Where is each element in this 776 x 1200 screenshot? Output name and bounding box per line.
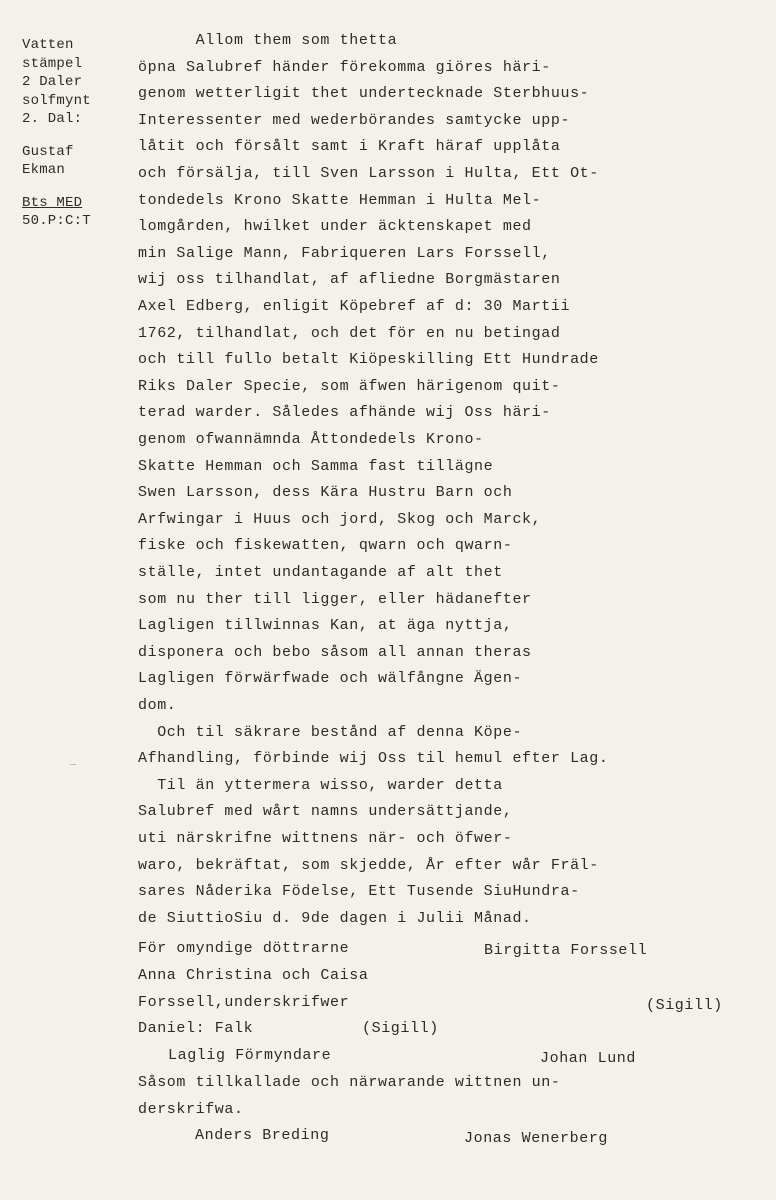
body-line: Salubref med wårt namns undersättjande, [138,803,513,821]
body-line: Til än yttermera wisso, warder detta [138,776,503,794]
body-line: Och til säkrare bestånd af denna Köpe- [138,723,523,741]
body-line: Skatte Hemman och Samma fast tillägne [138,457,494,475]
witness-signature: Jonas Wenerberg [464,1130,609,1147]
margin-stamp-line: solfmynt [22,92,91,109]
body-line: Arfwingar i Huus och jord, Skog och Marck, [138,510,542,528]
witness-intro-line: derskrifwa. [138,1101,244,1118]
body-line: tondedels Krono Skatte Hemman i Hulta Mel- [138,191,542,209]
margin-stamp-line: Vatten [22,37,74,53]
witness-signature: Anders Breding [195,1127,330,1144]
margin-stamp-line: 2 Daler [22,74,83,90]
body-line: ställe, intet undantagande af alt thet [138,564,503,581]
margin-ref-line: Bts MED [22,194,83,211]
body-line: 1762, tilhandlat, och det för en nu betingad [138,324,561,342]
body-line: Allom them som thetta [138,32,398,49]
guardian-name: Daniel: Falk [138,1020,254,1037]
margin-stamp-line: stämpel [22,55,83,72]
seal-mark-left: (Sigill) [362,1020,439,1037]
seal-mark-right: (Sigill) [646,997,723,1014]
body-line: Riks Daler Specie, som äfwen härigenom quit- [138,377,561,395]
body-line: Axel Edberg, enligit Köpebref af d: 30 Martii [138,298,571,315]
body-line: dom. [138,697,177,714]
guardian-line: Forssell,underskrifwer [138,994,350,1011]
body-line: låtit och försålt samt i Kraft häraf upplåta [138,138,561,156]
witness-signature: Johan Lund [540,1050,637,1067]
body-line: öpna Salubref händer förekomma giöres häri- [138,58,551,76]
body-line: waro, bekräftat, som skjedde, År efter wår Fräl- [138,856,599,874]
margin-name-line: Ekman [22,162,66,178]
body-line: Interessenter med wederbörandes samtycke upp- [138,111,571,129]
body-line: uti närskrifne wittnens när- och öfwer- [138,830,513,847]
guardian-line: Anna Christina och Caisa [138,967,369,984]
body-line: lomgården, hwilket under äcktenskapet med [138,218,532,236]
witness-intro-line: Såsom tillkallade och närwarande wittnen un- [138,1074,561,1091]
body-line: Afhandling, förbinde wij Oss til hemul efter Lag. [138,750,609,768]
margin-name-line: Gustaf [22,143,74,160]
body-line: wij oss tilhandlat, af afliedne Borgmästaren [138,271,561,289]
guardian-line: För omyndige döttrarne [138,940,350,957]
body-line: disponera och bebo såsom all annan theras [138,643,532,661]
guardian-title: Laglig Förmyndare [168,1047,332,1064]
margin-tick-mark [70,764,76,765]
body-line: och till fullo betalt Kiöpeskilling Ett Hundrade [138,351,599,369]
body-line: min Salige Mann, Fabriqueren Lars Forssell, [138,244,551,262]
seller-signature: Birgitta Forssell [484,942,648,959]
margin-note [22,36,122,231]
body-line: fiske och fiskewatten, qwarn och qwarn- [138,537,513,555]
body-line: genom ofwannämnda Åttondedels Krono- [138,431,484,448]
margin-stamp-line: 2. Dal: [22,111,83,127]
body-line: Lagligen förwärfwade och wälfångne Ägen- [138,670,523,688]
body-line: terad warder. Således afhände wij Oss häri- [138,404,551,422]
body-line: Swen Larsson, dess Kära Hustru Barn och [138,484,513,502]
body-line: som nu ther till ligger, eller hädanefter [138,590,532,608]
body-line: och försälja, till Sven Larsson i Hulta, Ett Ot- [138,165,599,182]
body-line: genom wetterligit thet undertecknade Sterbhuus- [138,85,590,103]
margin-ref-line: 50.P:C:T [22,213,91,229]
body-line: Lagligen tillwinnas Kan, at äga nyttja, [138,617,513,635]
body-line: de SiuttioSiu d. 9de dagen i Julii Månad. [138,909,532,927]
body-line: sares Nåderika Födelse, Ett Tusende SiuHundra- [138,883,580,901]
